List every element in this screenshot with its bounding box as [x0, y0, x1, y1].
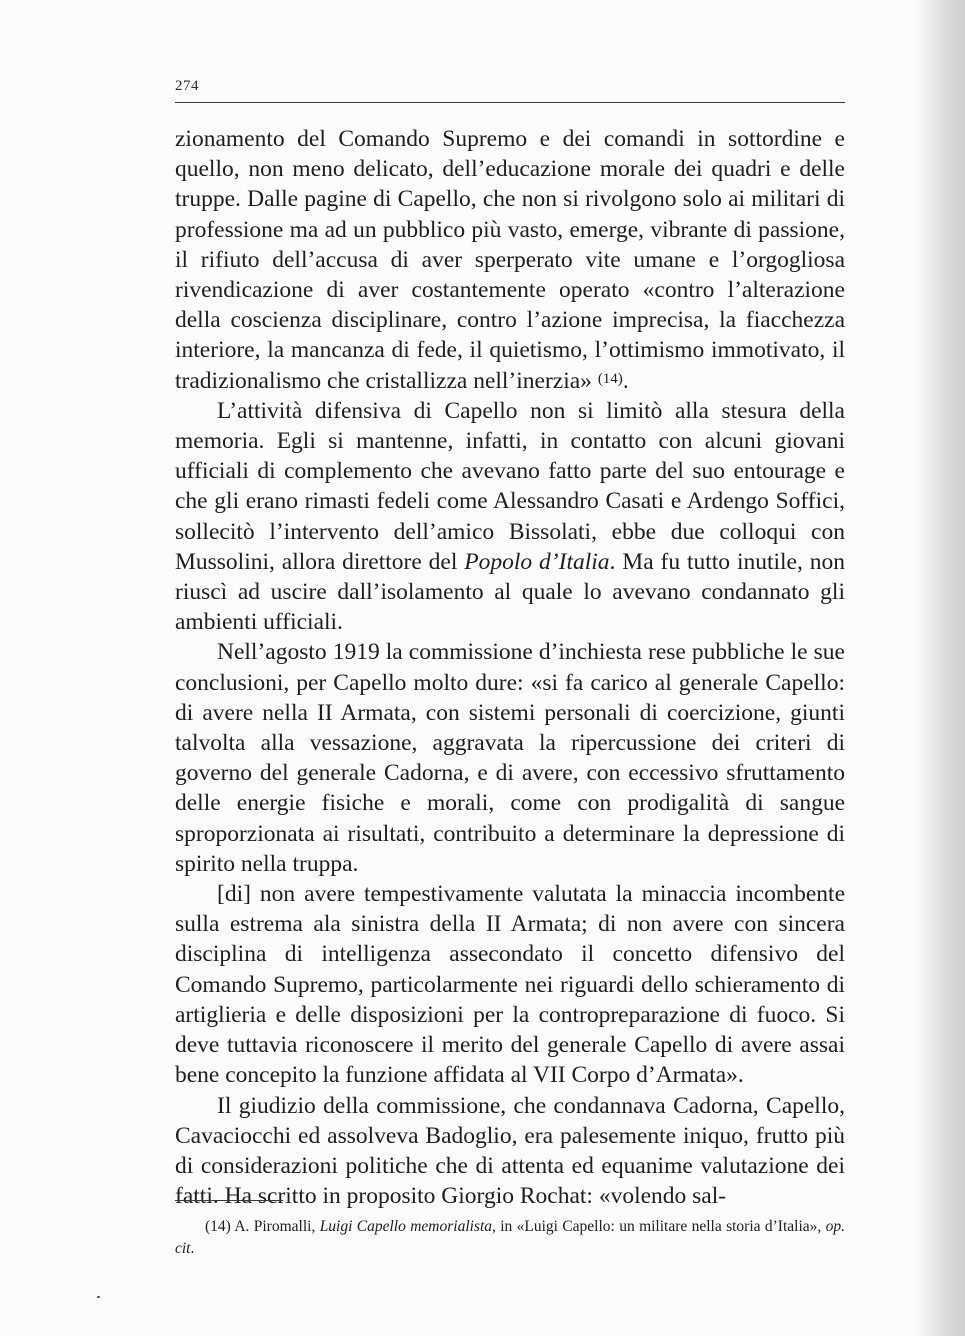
footnote-middle: , in «Luigi Capello: un militare nella storia d’Italia», [492, 1218, 826, 1235]
page-edge-shadow [915, 0, 965, 1336]
body-text [175, 124, 845, 1211]
header-rule [175, 102, 845, 103]
page-number: 274 [175, 78, 199, 94]
footnote-author: A. Piromalli, [234, 1218, 320, 1235]
footnote-reference[interactable]: (14) [597, 370, 623, 387]
paragraph-2-text-before: L’attività difensiva di Capello non si limitò alla stesura della memoria. Egli si mantenne, infatti, in contatto con alcuni giovani ufficiali di complemento che avevano fatto parte del suo entourage e che gli erano rimasti fedeli come Alessandro Casati e Ardengo Soffici, sollecitò l’intervento dell’amico Bissolati, ebbe due colloqui con Mussolini, allora direttore del [175, 397, 845, 575]
paragraph-5: Il giudizio della commissione, che condannava Cadorna, Capello, Cavaciocchi ed assolveva Badoglio, era palesemente iniquo, frutto più di considerazioni politiche che di attenta ed equanime valutazione dei fatti. Ha scritto in proposito Giorgio Rochat: «volendo sal- [175, 1092, 845, 1210]
paragraph-4: [di] non avere tempestivamente valutata la minaccia incombente sulla estrema ala sinistra della II Armata; di non avere con sincera disciplina di intelligenza assecondato il concetto difensivo del Comando Supremo, particolarmente nei riguardi dello schieramento di artiglieria e delle disposizioni per la contropreparazione di fuoco. Si deve tuttavia riconoscere il merito del generale Capello di avere assai bene concepito la funzione affidata al VII Corpo d’Armata». [175, 881, 845, 1089]
paragraph-3: Nell’agosto 1919 la commissione d’inchiesta rese pubbliche le sue conclusioni, per Capello molto dure: «si fa carico al generale Capello: di avere nella II Armata, con sistemi personali di coercizione, giunti talvolta alla vessazione, aggravata la ripercussione dei criteri di governo del generale Cadorna, e di avere, con eccessivo sfruttamento delle energie fisiche e morali, come con prodigalità di sangue sproporzionata ai risultati, contribuito a determinare la depressione di spirito nella truppa. [175, 639, 845, 877]
paragraph-2 [175, 396, 845, 638]
paragraph-1 [175, 124, 845, 396]
paragraph-1-end: . [622, 367, 629, 394]
footnote-marker: (14) [205, 1218, 231, 1235]
paragraph-1-text: zionamento del Comando Supremo e dei comandi in sottordine e quello, non meno delicato, dell’educazione morale dei quadri e delle truppe. Dalle pagine di Capello, che non si rivolgono solo ai militari di professione ma ad un pubblico più vasto, emerge, vibrante di passione, il rifiuto dell’accusa di aver sperperato vite umane e l’orgogliosa rivendicazione di aver costantemente operato «contro l’alterazione della coscienza disciplinare, contro l’azione imprecisa, la fiacchezza interiore, la mancanza di fede, il quietismo, l’ottimismo immotivato, il tradizionalismo che cristallizza nell’inerzia» [175, 126, 845, 394]
scan-speck [97, 1296, 100, 1298]
footnote-cit: op. cit [175, 1218, 845, 1257]
newspaper-title: Popolo d’Italia [464, 548, 610, 575]
footnote-title: Luigi Capello memorialista [319, 1218, 493, 1235]
footnote-end: . [190, 1240, 195, 1257]
footnote-rule [175, 1200, 283, 1201]
footnote-14 [175, 1216, 845, 1260]
paragraph-2-text-after: . Ma fu tutto inutile, non riuscì ad uscire dall’isolamento al quale lo avevano condannato gli ambienti ufficiali. [175, 548, 846, 636]
